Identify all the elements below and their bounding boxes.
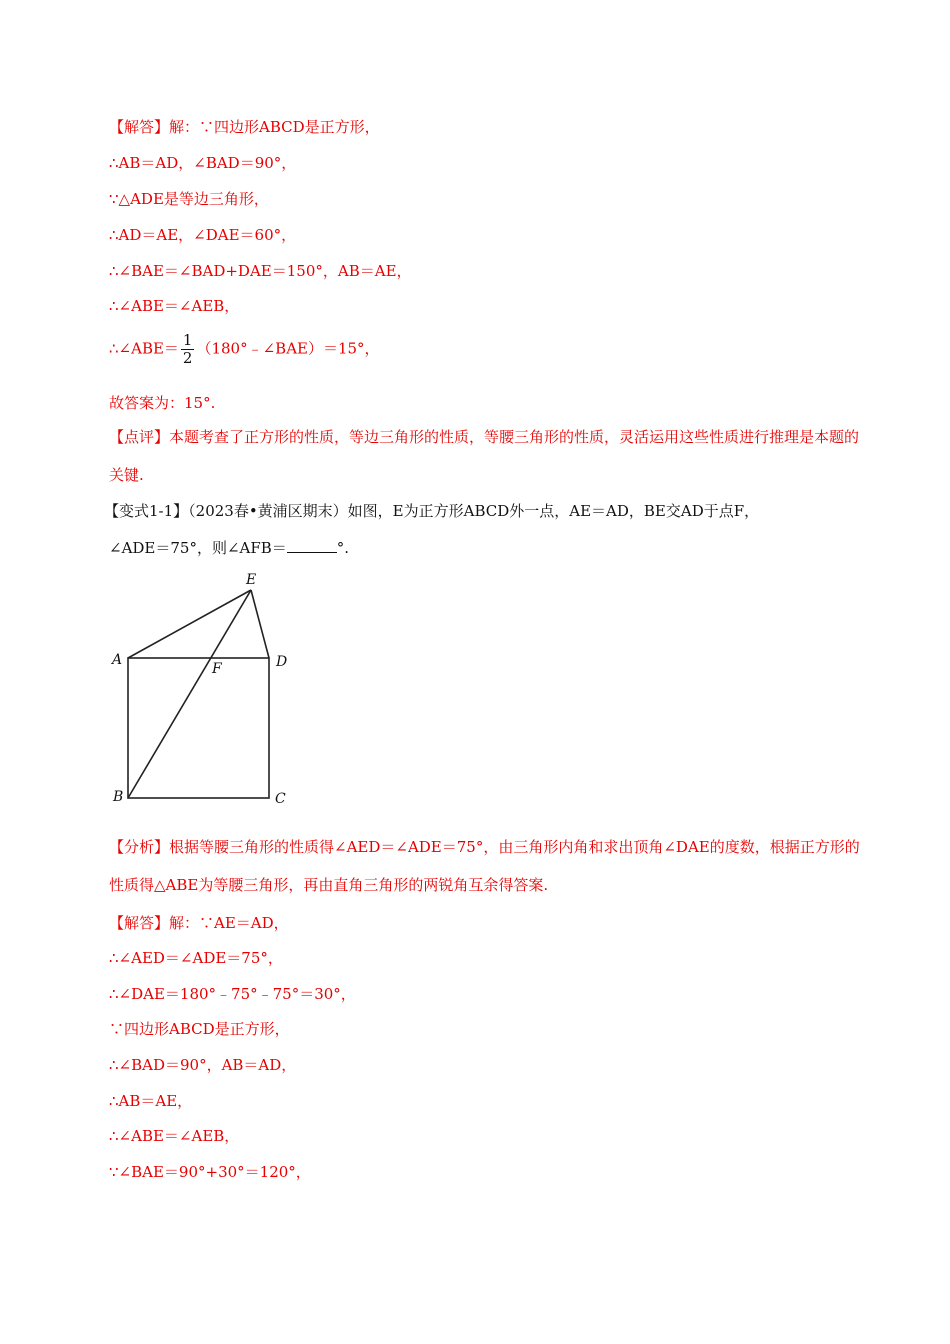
analysis-paragraph: 【分析】根据等腰三角形的性质得∠AED＝∠ADE＝75°，由三角形内角和求出顶角∠DAE的度数，根据正方形的性质得△ABE为等腰三角形，再由直角三角形的两锐角互余得答案. [109,838,860,894]
label-c: C [275,791,286,807]
fraction-prefix: ∴∠ABE＝ [109,339,179,358]
solution-line: ∴∠BAD＝90°，AB＝AD， [109,1056,297,1074]
solution-line: ∴AD＝AE，∠DAE＝60°， [109,226,297,244]
solution-line: ∴AB＝AD，∠BAD＝90°， [109,154,297,172]
problem-question: ∠ADE＝75°，则∠AFB＝ [109,539,287,557]
solution-fraction-line [109,332,380,367]
solution-line: ∴∠AED＝∠ADE＝75°， [109,949,283,967]
problem-unit: °. [336,539,350,557]
solution-line: 【解答】解：∵四边形ABCD是正方形， [109,118,380,136]
label-e: E [246,572,257,588]
fraction-numerator: 1 [182,331,193,349]
label-f: F [212,661,222,677]
segment-ae [128,590,251,658]
answer-line: 故答案为：15°. [109,394,216,412]
solution-line: ∴∠DAE＝180°﹣75°﹣75°＝30°， [109,985,356,1003]
answer-blank [287,538,337,553]
solution-line: ∵△ADE是等边三角形， [109,190,269,208]
segment-ed [251,590,269,658]
label-d: D [276,654,288,670]
solution-line: ∵∠BAE＝90°+30°＝120°， [109,1163,311,1181]
variant-problem-line [109,537,349,558]
solution-line: ∴∠ABE＝∠AEB， [109,297,240,315]
fraction-denominator: 2 [182,349,193,367]
solution-line: ∴∠ABE＝∠AEB， [109,1127,240,1145]
comment-paragraph: 【点评】本题考查了正方形的性质，等边三角形的性质，等腰三角形的性质，灵活运用这些性质进行推理是本题的关键. [109,428,860,484]
fraction-suffix: （180°﹣∠BAE）＝15°， [196,339,380,358]
variant-problem-line: 【变式1-1】（2023春•黄浦区期末）如图，E为正方形ABCD外一点，AE＝AD，BE交AD于点F， [104,502,760,520]
geometry-figure [100,566,310,811]
label-a: A [112,652,123,668]
solution-line: ∵四边形ABCD是正方形， [109,1020,290,1038]
segment-eb [128,590,251,798]
solution-line: ∴∠BAE＝∠BAD+DAE＝150°，AB＝AE， [109,262,412,280]
label-b: B [113,789,124,805]
solution-line: 【解答】解：∵AE＝AD， [109,914,289,932]
fraction-one-half [181,332,195,367]
solution-line: ∴AB＝AE， [109,1092,193,1110]
